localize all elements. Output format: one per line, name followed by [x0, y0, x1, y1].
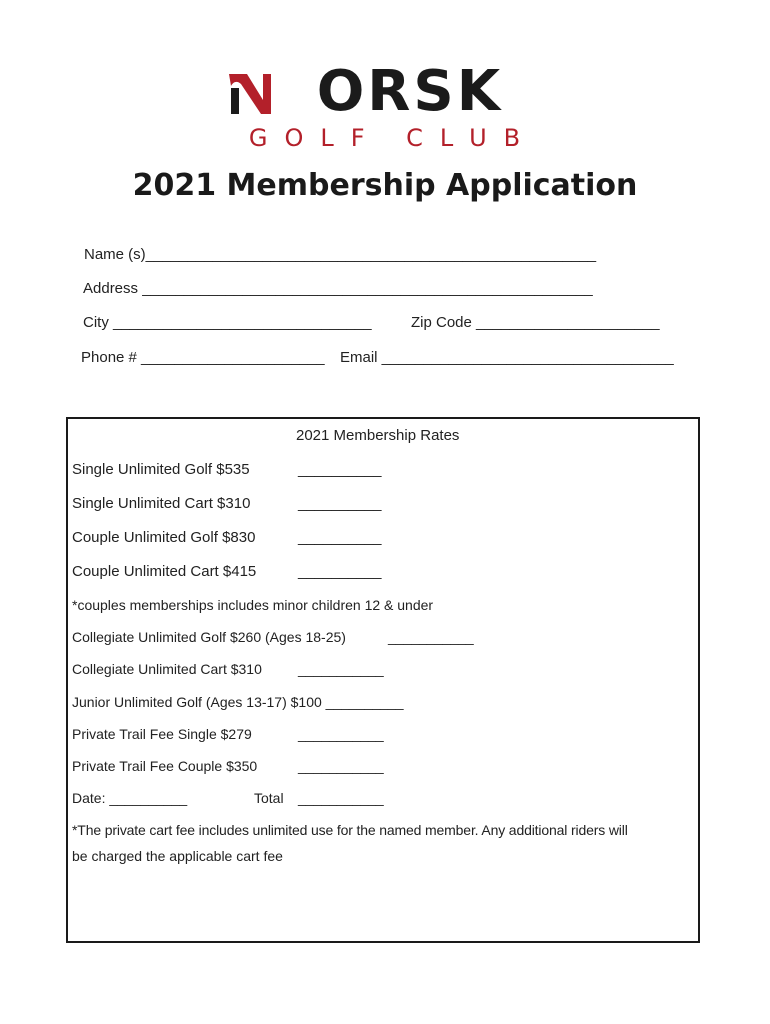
rate-label: Private Trail Fee Couple $350: [72, 758, 258, 774]
total-label: Total: [254, 790, 284, 806]
logo-word-text: ORSK: [316, 59, 504, 124]
name-field[interactable]: Name (s)______________________________________________________: [84, 246, 597, 263]
membership-rates-box: [66, 417, 700, 943]
rate-label: Couple Unlimited Cart $415: [72, 563, 257, 580]
rate-blank[interactable]: __________: [298, 495, 382, 512]
email-field[interactable]: Email ___________________________________: [340, 349, 674, 366]
rate-label: Collegiate Unlimited Golf $260 (Ages 18-25): [72, 629, 346, 645]
rate-blank[interactable]: ___________: [298, 661, 384, 677]
rate-blank[interactable]: ___________: [298, 758, 384, 774]
total-blank[interactable]: ___________: [298, 790, 384, 806]
date-field[interactable]: Date: __________: [72, 790, 188, 806]
rate-label: Collegiate Unlimited Cart $310: [72, 661, 262, 677]
club-logo: [225, 59, 555, 157]
rates-heading: 2021 Membership Rates: [296, 427, 460, 444]
rate-label: Single Unlimited Golf $535: [72, 461, 250, 478]
cart-fee-note: *The private cart fee includes unlimited use for the named member. Any additional riders will: [72, 822, 628, 838]
rate-blank[interactable]: ___________: [298, 726, 384, 742]
rate-blank[interactable]: __________: [298, 461, 382, 478]
rate-blank[interactable]: __________: [298, 529, 382, 546]
couples-note: *couples memberships includes minor children 12 & under: [72, 597, 434, 613]
junior-golf-line[interactable]: Junior Unlimited Golf (Ages 13-17) $100 __________: [72, 694, 404, 710]
city-field[interactable]: City _______________________________: [83, 314, 372, 331]
rate-blank[interactable]: ___________: [388, 629, 474, 645]
zip-code-field[interactable]: Zip Code ______________________: [411, 314, 660, 331]
logo-wordmark: [225, 59, 545, 124]
address-field[interactable]: Address ______________________________________________________: [83, 280, 593, 297]
rate-label: Single Unlimited Cart $310: [72, 495, 251, 512]
rate-label: Couple Unlimited Golf $830: [72, 529, 256, 546]
cart-fee-note-continued: be charged the applicable cart fee: [72, 848, 283, 864]
logo-subtitle: GOLF CLUB: [248, 124, 538, 152]
phone-field[interactable]: Phone # ______________________: [81, 349, 325, 366]
page-title: 2021 Membership Application: [132, 168, 638, 203]
rate-label: Private Trail Fee Single $279: [72, 726, 252, 742]
rate-blank[interactable]: __________: [298, 563, 382, 580]
